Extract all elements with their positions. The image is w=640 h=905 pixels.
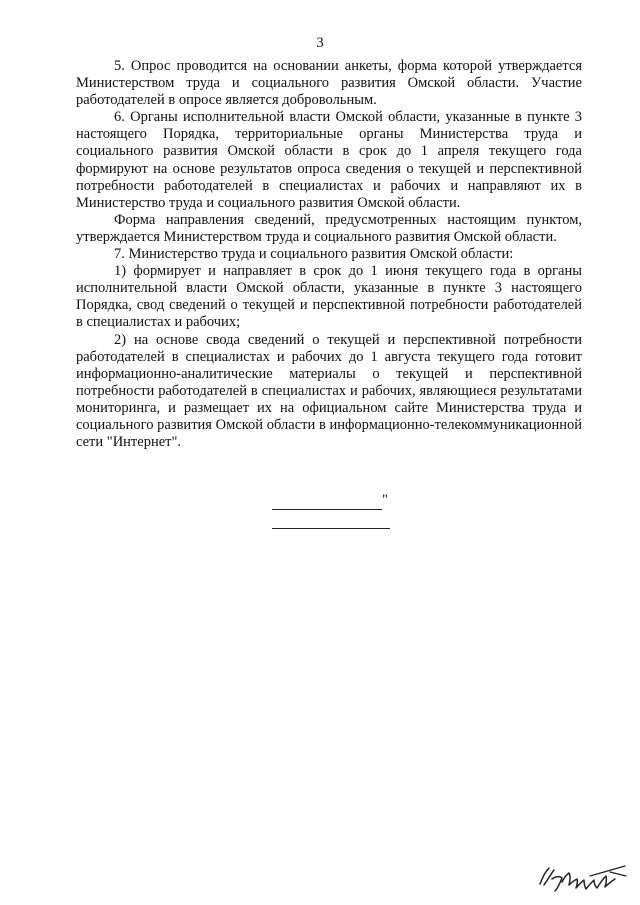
closing-quote-rule [272,509,382,510]
page-number: 3 [316,35,324,51]
paragraph-form-note: Форма направления сведений, предусмотренных настоящим пунктом, утверждается Министерством труда и социального развития Омской области. [76,211,582,245]
document-body [76,58,582,451]
paragraph-item-5: 5. Опрос проводится на основании анкеты, форма которой утверждается Министерством труда и социального развития Омской области. Участие работодателей в опросе является добровольным. [76,58,582,109]
signature-flourish [590,866,626,876]
closing-quote-line [272,492,388,512]
paragraph-subitem-2: 2) на основе свода сведений о текущей и перспективной потребности работодателей в специалистах и рабочих до 1 августа текущего года готовит информационно-аналитические материалы о текущей и перспективной потребности работодателей в специалистах и рабочих, являющиеся результатами мониторинга, и размещает их на официальном сайте Министерства труда и социального развития Омской области в информационно-телекоммуникационной сети "Интернет". [76,331,582,451]
paragraph-subitem-1: 1) формирует и направляет в срок до 1 июня текущего года в органы исполнительной власти Омской области, указанные в пункте 3 настоящего Порядка, свод сведений о текущей и перспективной потребности работодателей в специалистах и рабочих; [76,263,582,331]
paragraph-item-6: 6. Органы исполнительной власти Омской области, указанные в пункте 3 настоящего Порядка, территориальные органы Министерства труда и социального развития Омской области в срок до 1 апреля текущего года формируют на основе результатов опроса сведения о текущей и перспективной потребности работодателей в специалистах и рабочих и направляют их в Министерство труда и социального развития Омской области. [76,109,582,211]
closing-quote-mark: " [382,492,388,508]
paragraph-item-7: 7. Министерство труда и социального развития Омской области: [114,246,514,263]
handwritten-signature-icon [530,858,630,898]
closing-divider-line [272,528,390,529]
